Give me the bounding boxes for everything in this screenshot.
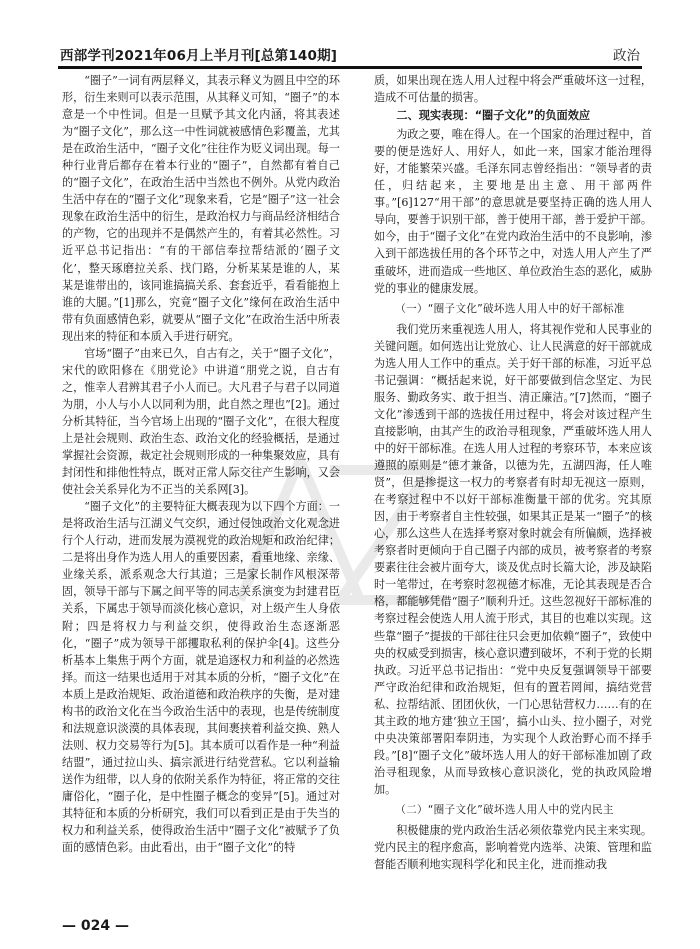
body-paragraph: “圈子文化”的主要特征大概表现为以下四个方面：一是将政治生活与江湖义气交织，通过侵蚀政治文化观念进行个人行动，进而发展为漠视党的政治规矩和政治纪律；二是将出身作为选人用人的重要因素，看重地缘、亲缘、业缘关系，派系观念大行其道；三是家长制作风根深蒂固，领导干部与下属之间平等的同志关系演变为封建君臣关系，下属忠于领导而淡化核心意识，对上级产生人身依附；四是将权力与利益交织，使得政治生态逐渐恶化，“圈子”成为领导干部攫取私利的保护伞[4]。这些分析基本上集焦于两个方面，就是追逐权力和利益的必然选择。而这一结果也适用于对其本质的分析，“圈子文化”在本质上是政治规矩、政治道德和政治秩序的失衡，是对建构书的政治文化在当今政治生活中的表现，也是传统制度和法规意识淡漠的具体表现，其间裹挟着利益交换、熟人法则、权力交易等行为[5]。其本质可以看作是一种“利益结盟”，通过拉山头、搞宗派进行结党营私。它以利益输送作为纽带，以人身的依附关系作为特征，将正常的交往庸俗化，“圈子化，是中性圈子概念的变异”[5]。通过对其特征和本质的分析研究，我们可以看到正是由于失当的权力和利益关系，使得政治生活中“圈子文化”被赋予了负面的感情色彩。由此看出，由于“圈子文化”的特	[62, 500, 340, 855]
body-paragraph: 官场“圈子”由来已久，自古有之，关于“圈子文化”，宋代的欧阳修在《朋党论》中讲道“朋党之说，自古有之，惟幸人君辨其君子小人而已。大凡君子与君子以同道为朋，小人与小人以同利为朋，此自然之理也”[2]。通过分析其特征，当今官场上出现的“圈子文化”，在很大程度上是社会规则、政治生态、政治文化的经验概括，是通过掌握社会资源，裁定社会规则形成的一种集聚效应，具有封闭性和排他性特点，既对正常人际交往产生影响，又会使社会关系异化为不正当的关系网[3]。	[62, 346, 340, 497]
subsection-heading: （二）“圈子文化”破坏选人用人中的党内民主	[395, 803, 614, 816]
body-paragraph-continued: 质，如果出现在选人用人过程中将会严重破坏这一过程，造成不可估量的损害。	[374, 74, 652, 105]
body-paragraph: “圈子”一词有两层释义，其表示释义为圆且中空的环形，衍生来则可以表示范围，从其释义可知，“圈子”的本意是一个中性词。但是一旦赋予其文化内涵，将其表述为“圈子文化”，那么这一中性词就被感情色彩覆盖，尤其是在政治生活中，“圈子文化”往往作为贬义词出现。每一种行业背后都存在着本行业的“圈子”，自然都有着自己的“圈子文化”，在政治生活中当然也不例外。从党内政治生活中存在的“圈子文化”现象来看，它是“圈子”这一社会现象在政治生活中的衍生，是政治权力与商品经济相结合的产物，它的出现并不是偶然产生的，有着其必然性。习近平总书记指出：“有的干部信奉拉帮结派的‘圈子文化’，整天琢磨拉关系、找门路，分析某某是谁的人，某某是谁带出的，该同谁搞搞关系、套套近乎，看看能抱上谁的大腿。”[1]那么，究竟“圈子文化”缘何在政治生活中带有负面感情色彩，就要从“圈子文化”在政治生活中所表现出来的特征和本质入手进行研究。	[62, 74, 340, 343]
header-rule	[58, 66, 642, 69]
body-paragraph: 我们党历来重视选人用人，将其视作党和人民事业的关键问题。如何选出让党放心、让人民满意的好干部就成为选人用人工作中的重点。关于好干部的标准，习近平总书记强调：“概括起来说，好干部要做到信念坚定、为民服务、勤政务实、敢于担当、清正廉洁。”[7]然而，“圈子文化”渗透到干部的选拔任用过程中，将会对该过程产生直接影响，由其产生的政治寻租现象，严重破坏选人用人中的好干部标准。在选人用人过程的考察环节，本来应该遵照的原则是“德才兼备，以德为先，五湖四海，任人唯贤”，但是掺提这一权力的考察者有时却无视这一原则，在考察过程中不以好干部标准衡量干部的优劣。究其原因，由于考察者自主性较强，如果其正是某一“圈子”的核心，那么这些人在选择考察对象时就会有所偏颇，选择被考察者时更倾向于自己圈子内部的成员，被考察者的考察要素往往会被片面夸大，谈及优点时长篇大论，涉及缺陷时一笔带过，在考察时忽视德才标准，无论其表现是否合格，都能够凭借“圈子”顺利升迁。这些忽视好干部标准的考察过程会使选人用人流于形式，其目的也难以实现。这些靠“圈子”提拔的干部往往只会更加依赖“圈子”，致使中央的权威受到损害，核心意识遭到破坏，不利于党的长期执政。习近平总书记指出：“党中央反复强调领导干部要严守政治纪律和政治规矩，但有的置若罔闻，搞结党营私、拉帮结派、团团伙伙，一门心思钻营权力……有的在其主政的地方建‘独立王国’，搞小山头、拉小圈子，对党中央决策部署阳奉阴违，为实现个人政治野心而不择手段。”[8]“圈子文化”破坏选人用人的好干部标准加剧了政治寻租现象，从而导致核心意识淡化，党的执政风险增加。	[374, 322, 652, 796]
right-column	[374, 72, 652, 912]
left-column	[62, 72, 340, 912]
subsection-heading: （一）“圈子文化”破坏选人用人中的好干部标准	[395, 302, 625, 315]
section-heading: 二、现实表现：“圈子文化”的负面效应	[396, 109, 591, 123]
section-label: 政治	[613, 48, 640, 64]
page-number: — 024 —	[62, 918, 129, 934]
running-header	[60, 44, 640, 66]
body-paragraph: 积极健康的党内政治生活必须依靠党内民主来实现。党内民主的程序愈高，影响着党内选举、决策、管理和监督能否顺利地实现科学化和民主化，进而推动我	[374, 824, 652, 872]
journal-title: 西部学刊2021年06月上半月刊[总第140期]	[60, 48, 338, 64]
body-paragraph: 为政之要，唯在得人。在一个国家的治理过程中，首要的便是选好人、用好人，如此一来，国家才能治理得好，才能繁荣兴盛。毛泽东同志曾经指出：“领导者的责任，归结起来，主要地是出主意、用干部两件事。”[6]127“用干部”的意思就是要坚持正确的选人用人导向，要善于识别干部，善于使用干部，善于爱护干部。如今，由于“圈子文化”在党内政治生活中的不良影响，渗入到干部选拔任用的各个环节之中，对选人用人产生了严重破坏，进而造成一些地区、单位政治生态的恶化，威胁党的事业的健康发展。	[374, 128, 652, 295]
